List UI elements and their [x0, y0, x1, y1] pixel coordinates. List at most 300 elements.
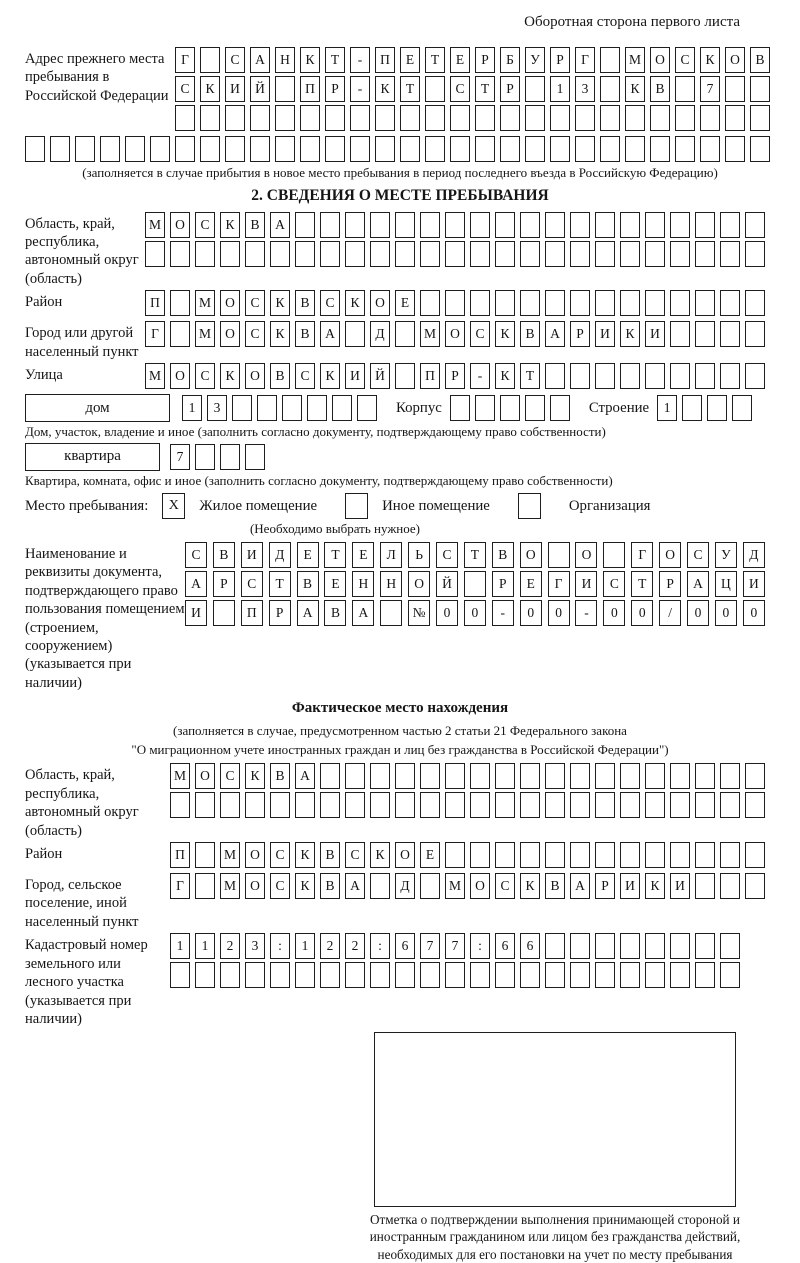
char-cell: [320, 792, 340, 818]
char-cell: [600, 105, 620, 131]
char-cell: Д: [395, 873, 415, 899]
street-field: [25, 363, 775, 392]
char-row: [170, 842, 770, 868]
char-cell: [620, 290, 640, 316]
char-row: [145, 241, 770, 267]
char-cell: [495, 212, 515, 238]
char-row: [145, 212, 770, 238]
char-row: [145, 290, 770, 316]
char-cell: К: [200, 76, 220, 102]
char-cell: С: [687, 542, 709, 568]
char-cell: [495, 763, 515, 789]
char-cell: [275, 76, 295, 102]
char-cell: [745, 363, 765, 389]
char-cell: 3: [575, 76, 595, 102]
char-cell: М: [625, 47, 645, 73]
char-cell: [295, 212, 315, 238]
char-cell: И: [743, 571, 765, 597]
cadastral-rows: [170, 933, 745, 991]
char-cell: [345, 962, 365, 988]
char-cell: С: [320, 290, 340, 316]
char-cell: [320, 962, 340, 988]
char-cell: [520, 241, 540, 267]
char-cell: С: [185, 542, 207, 568]
prev-address-rows: [175, 47, 775, 134]
char-cell: 0: [520, 600, 542, 626]
char-cell: [570, 842, 590, 868]
char-cell: [250, 136, 270, 162]
char-cell: С: [241, 571, 263, 597]
char-cell: К: [320, 363, 340, 389]
char-cell: [420, 763, 440, 789]
char-cell: [545, 363, 565, 389]
char-cell: [307, 395, 327, 421]
char-cell: [245, 792, 265, 818]
char-cell: [600, 136, 620, 162]
char-cell: Е: [297, 542, 319, 568]
section2-title: 2. СВЕДЕНИЯ О МЕСТЕ ПРЕБЫВАНИЯ: [251, 186, 549, 204]
char-row: [185, 571, 771, 597]
char-cell: [670, 363, 690, 389]
char-cell: 7: [700, 76, 720, 102]
char-cell: [195, 792, 215, 818]
char-cell: [195, 241, 215, 267]
char-cell: 1: [195, 933, 215, 959]
char-cell: К: [220, 212, 240, 238]
char-cell: М: [420, 321, 440, 347]
char-cell: С: [295, 363, 315, 389]
char-cell: [695, 792, 715, 818]
char-cell: [470, 792, 490, 818]
char-cell: [270, 962, 290, 988]
char-cell: [670, 763, 690, 789]
char-cell: В: [324, 600, 346, 626]
char-cell: [600, 47, 620, 73]
actual-location-title: Фактическое место нахождения: [291, 700, 509, 717]
char-cell: [695, 873, 715, 899]
page-header: Оборотная сторона первого листа: [524, 14, 740, 30]
char-cell: [175, 105, 195, 131]
char-cell: [750, 76, 770, 102]
char-cell: [470, 241, 490, 267]
char-cell: С: [495, 873, 515, 899]
char-cell: [732, 395, 752, 421]
char-cell: :: [470, 933, 490, 959]
char-cell: Р: [325, 76, 345, 102]
char-cell: К: [375, 76, 395, 102]
char-cell: К: [295, 873, 315, 899]
char-cell: [675, 136, 695, 162]
region-field: [25, 212, 775, 289]
confirmation-stamp-box: [374, 1032, 736, 1207]
char-cell: И: [670, 873, 690, 899]
char-cell: Р: [595, 873, 615, 899]
char-cell: [400, 105, 420, 131]
district-label: Район: [25, 294, 63, 311]
char-cell: С: [603, 571, 625, 597]
char-cell: К: [270, 290, 290, 316]
char-cell: [370, 241, 390, 267]
char-cell: С: [195, 212, 215, 238]
char-cell: [548, 542, 570, 568]
char-cell: [445, 763, 465, 789]
char-cell: [670, 290, 690, 316]
char-cell: П: [145, 290, 165, 316]
char-cell: [695, 241, 715, 267]
char-cell: О: [245, 842, 265, 868]
stamp-area: [340, 1032, 770, 1262]
char-cell: [195, 444, 215, 470]
char-cell: 2: [345, 933, 365, 959]
char-cell: О: [408, 571, 430, 597]
char-cell: [720, 241, 740, 267]
char-cell: 0: [436, 600, 458, 626]
char-cell: [445, 241, 465, 267]
char-cell: [720, 363, 740, 389]
char-cell: Т: [475, 76, 495, 102]
char-cell: [720, 962, 740, 988]
char-cell: [370, 962, 390, 988]
char-cell: О: [170, 363, 190, 389]
char-cell: [550, 395, 570, 421]
char-cell: [745, 290, 765, 316]
char-cell: [620, 363, 640, 389]
stroenie-label: Строение: [588, 399, 650, 416]
char-cell: Н: [352, 571, 374, 597]
char-cell: [213, 600, 235, 626]
char-cell: [220, 444, 240, 470]
char-cell: О: [220, 290, 240, 316]
char-cell: [570, 241, 590, 267]
char-cell: В: [270, 763, 290, 789]
char-cell: [545, 842, 565, 868]
char-cell: Л: [380, 542, 402, 568]
char-cell: А: [570, 873, 590, 899]
char-cell: [425, 136, 445, 162]
char-cell: [595, 212, 615, 238]
char-cell: О: [220, 321, 240, 347]
char-cell: [445, 962, 465, 988]
char-cell: 1: [657, 395, 677, 421]
char-cell: [250, 105, 270, 131]
char-cell: [595, 363, 615, 389]
char-cell: Т: [464, 542, 486, 568]
char-cell: [445, 290, 465, 316]
char-cell: [675, 76, 695, 102]
option-label-zhiloe: Жилое помещение: [199, 497, 318, 514]
char-cell: 0: [464, 600, 486, 626]
char-cell: В: [520, 321, 540, 347]
char-cell: №: [408, 600, 430, 626]
char-cell: [595, 763, 615, 789]
char-cell: [645, 241, 665, 267]
korpus-label: Корпус: [396, 399, 442, 416]
char-cell: [470, 842, 490, 868]
char-cell: [545, 290, 565, 316]
char-cell: Г: [548, 571, 570, 597]
char-cell: [695, 763, 715, 789]
house-note: Дом, участок, владение и иное (заполнить согласно документу, подтверждающему право собственности): [25, 424, 606, 440]
char-cell: [495, 842, 515, 868]
char-cell: К: [270, 321, 290, 347]
char-cell: [745, 212, 765, 238]
char-cell: [620, 842, 640, 868]
char-row: [182, 395, 382, 421]
char-cell: Д: [269, 542, 291, 568]
char-cell: И: [241, 542, 263, 568]
char-cell: Д: [743, 542, 765, 568]
char-cell: [320, 241, 340, 267]
char-cell: [450, 395, 470, 421]
document-field: [25, 542, 775, 692]
char-cell: -: [492, 600, 514, 626]
char-cell: [520, 962, 540, 988]
house-box-label: дом: [25, 394, 170, 422]
char-cell: В: [295, 321, 315, 347]
char-cell: Е: [420, 842, 440, 868]
char-cell: В: [297, 571, 319, 597]
char-cell: [545, 241, 565, 267]
char-cell: [170, 962, 190, 988]
char-cell: [320, 763, 340, 789]
char-cell: [245, 444, 265, 470]
char-cell: М: [445, 873, 465, 899]
char-cell: [345, 792, 365, 818]
char-cell: [720, 792, 740, 818]
stay-type-label: Место пребывания:: [25, 497, 149, 514]
char-cell: [275, 105, 295, 131]
char-cell: Е: [352, 542, 374, 568]
option-label-organizatsiya: Организация: [568, 497, 651, 514]
char-cell: В: [213, 542, 235, 568]
char-row: [170, 792, 770, 818]
char-cell: [357, 395, 377, 421]
char-cell: [650, 105, 670, 131]
char-cell: [720, 873, 740, 899]
char-row-full-width: [25, 136, 775, 162]
char-row: [170, 444, 270, 470]
char-cell: [575, 136, 595, 162]
char-cell: С: [220, 763, 240, 789]
actual-district-label: Район: [25, 846, 63, 863]
char-cell: 6: [520, 933, 540, 959]
char-cell: [425, 105, 445, 131]
char-cell: [345, 763, 365, 789]
char-cell: П: [300, 76, 320, 102]
char-cell: [700, 136, 720, 162]
char-cell: О: [370, 290, 390, 316]
char-cell: [420, 792, 440, 818]
char-row: [145, 363, 770, 389]
char-cell: [550, 136, 570, 162]
char-cell: /: [659, 600, 681, 626]
char-cell: К: [700, 47, 720, 73]
char-cell: [420, 212, 440, 238]
char-cell: Т: [425, 47, 445, 73]
char-cell: С: [675, 47, 695, 73]
char-cell: [525, 76, 545, 102]
char-cell: [495, 792, 515, 818]
char-cell: [520, 212, 540, 238]
char-row: [450, 395, 575, 421]
char-cell: [125, 136, 145, 162]
char-cell: 0: [715, 600, 737, 626]
stay-type-note: (Необходимо выбрать нужное): [249, 521, 421, 537]
char-cell: [620, 933, 640, 959]
char-cell: А: [545, 321, 565, 347]
apartment-note: Квартира, комната, офис и иное (заполнить согласно документу, подтверждающему право собственности): [25, 472, 613, 488]
char-cell: [550, 105, 570, 131]
char-cell: О: [445, 321, 465, 347]
char-cell: [745, 792, 765, 818]
char-cell: С: [270, 873, 290, 899]
char-cell: И: [645, 321, 665, 347]
char-cell: [520, 763, 540, 789]
char-row: [170, 933, 745, 959]
char-cell: [620, 241, 640, 267]
char-cell: С: [245, 321, 265, 347]
char-cell: Т: [325, 47, 345, 73]
char-cell: [450, 136, 470, 162]
char-cell: О: [245, 363, 265, 389]
char-cell: [25, 136, 45, 162]
char-cell: [345, 241, 365, 267]
char-cell: [270, 241, 290, 267]
apartment-box-label: квартира: [25, 443, 160, 471]
char-cell: Г: [175, 47, 195, 73]
char-cell: О: [170, 212, 190, 238]
char-cell: [370, 792, 390, 818]
stamp-caption: Отметка о подтверждении выполнения принимающей стороной и иностранным гражданином или лицом без гражданства действий, необходимых для его постановки на учет по месту пребывания: [369, 1212, 741, 1262]
char-cell: К: [295, 842, 315, 868]
char-cell: [600, 76, 620, 102]
char-cell: 3: [245, 933, 265, 959]
char-cell: [520, 842, 540, 868]
char-cell: [475, 105, 495, 131]
stay-type-row: [25, 493, 775, 519]
char-cell: [720, 933, 740, 959]
char-cell: Р: [500, 76, 520, 102]
char-cell: [670, 792, 690, 818]
char-cell: Н: [275, 47, 295, 73]
char-cell: В: [492, 542, 514, 568]
char-cell: К: [520, 873, 540, 899]
char-row: [145, 321, 770, 347]
char-cell: [745, 873, 765, 899]
char-cell: [470, 763, 490, 789]
char-cell: С: [450, 76, 470, 102]
char-cell: [495, 962, 515, 988]
char-cell: [464, 571, 486, 597]
char-cell: [620, 962, 640, 988]
checkbox-inoe-pomeshchenie: [345, 493, 368, 519]
char-row: [170, 763, 770, 789]
char-cell: В: [650, 76, 670, 102]
char-cell: [170, 321, 190, 347]
actual-location-note-1: (заполняется в случае, предусмотренном частью 2 статьи 21 Федерального закона: [173, 723, 627, 739]
char-cell: Ь: [408, 542, 430, 568]
char-cell: С: [436, 542, 458, 568]
char-cell: [395, 212, 415, 238]
char-cell: [625, 136, 645, 162]
char-cell: [682, 395, 702, 421]
char-row: [657, 395, 757, 421]
cadastral-field: [25, 933, 775, 1028]
char-cell: [570, 363, 590, 389]
char-cell: Г: [170, 873, 190, 899]
char-cell: [220, 962, 240, 988]
char-cell: О: [470, 873, 490, 899]
char-cell: [745, 763, 765, 789]
char-cell: [195, 962, 215, 988]
char-cell: Т: [324, 542, 346, 568]
char-cell: [695, 212, 715, 238]
char-cell: 0: [743, 600, 765, 626]
char-cell: 0: [603, 600, 625, 626]
char-cell: Р: [659, 571, 681, 597]
char-cell: [495, 241, 515, 267]
char-cell: И: [225, 76, 245, 102]
char-cell: [695, 290, 715, 316]
char-cell: О: [245, 873, 265, 899]
char-cell: [325, 136, 345, 162]
char-cell: 0: [687, 600, 709, 626]
char-cell: С: [195, 363, 215, 389]
char-cell: [370, 763, 390, 789]
char-cell: Е: [450, 47, 470, 73]
char-cell: 1: [550, 76, 570, 102]
char-cell: [695, 363, 715, 389]
char-cell: [445, 212, 465, 238]
char-cell: [645, 763, 665, 789]
char-cell: [325, 105, 345, 131]
char-cell: :: [370, 933, 390, 959]
char-cell: [395, 363, 415, 389]
char-cell: С: [245, 290, 265, 316]
char-cell: [220, 792, 240, 818]
char-cell: А: [320, 321, 340, 347]
char-cell: [670, 842, 690, 868]
char-cell: [475, 136, 495, 162]
char-cell: [245, 241, 265, 267]
char-cell: П: [420, 363, 440, 389]
document-rows: [185, 542, 771, 629]
char-cell: [270, 792, 290, 818]
char-cell: [370, 873, 390, 899]
char-cell: 1: [295, 933, 315, 959]
char-row: [185, 600, 771, 626]
region-rows: [145, 212, 770, 270]
char-cell: [445, 842, 465, 868]
checkbox-zhiloe-pomeshchenie: X: [162, 493, 185, 519]
char-cell: [375, 105, 395, 131]
char-cell: [570, 962, 590, 988]
char-cell: [720, 290, 740, 316]
char-cell: 7: [170, 444, 190, 470]
char-cell: [295, 241, 315, 267]
char-cell: О: [520, 542, 542, 568]
char-cell: О: [650, 47, 670, 73]
char-cell: 6: [395, 933, 415, 959]
char-cell: [295, 792, 315, 818]
prev-address-note: (заполняется в случае прибытия в новое место пребывания в период последнего въезда в Российскую Федерацию): [82, 165, 718, 180]
char-cell: [175, 136, 195, 162]
char-cell: [232, 395, 252, 421]
char-cell: Р: [269, 600, 291, 626]
char-cell: В: [545, 873, 565, 899]
char-cell: [595, 933, 615, 959]
char-cell: Т: [520, 363, 540, 389]
